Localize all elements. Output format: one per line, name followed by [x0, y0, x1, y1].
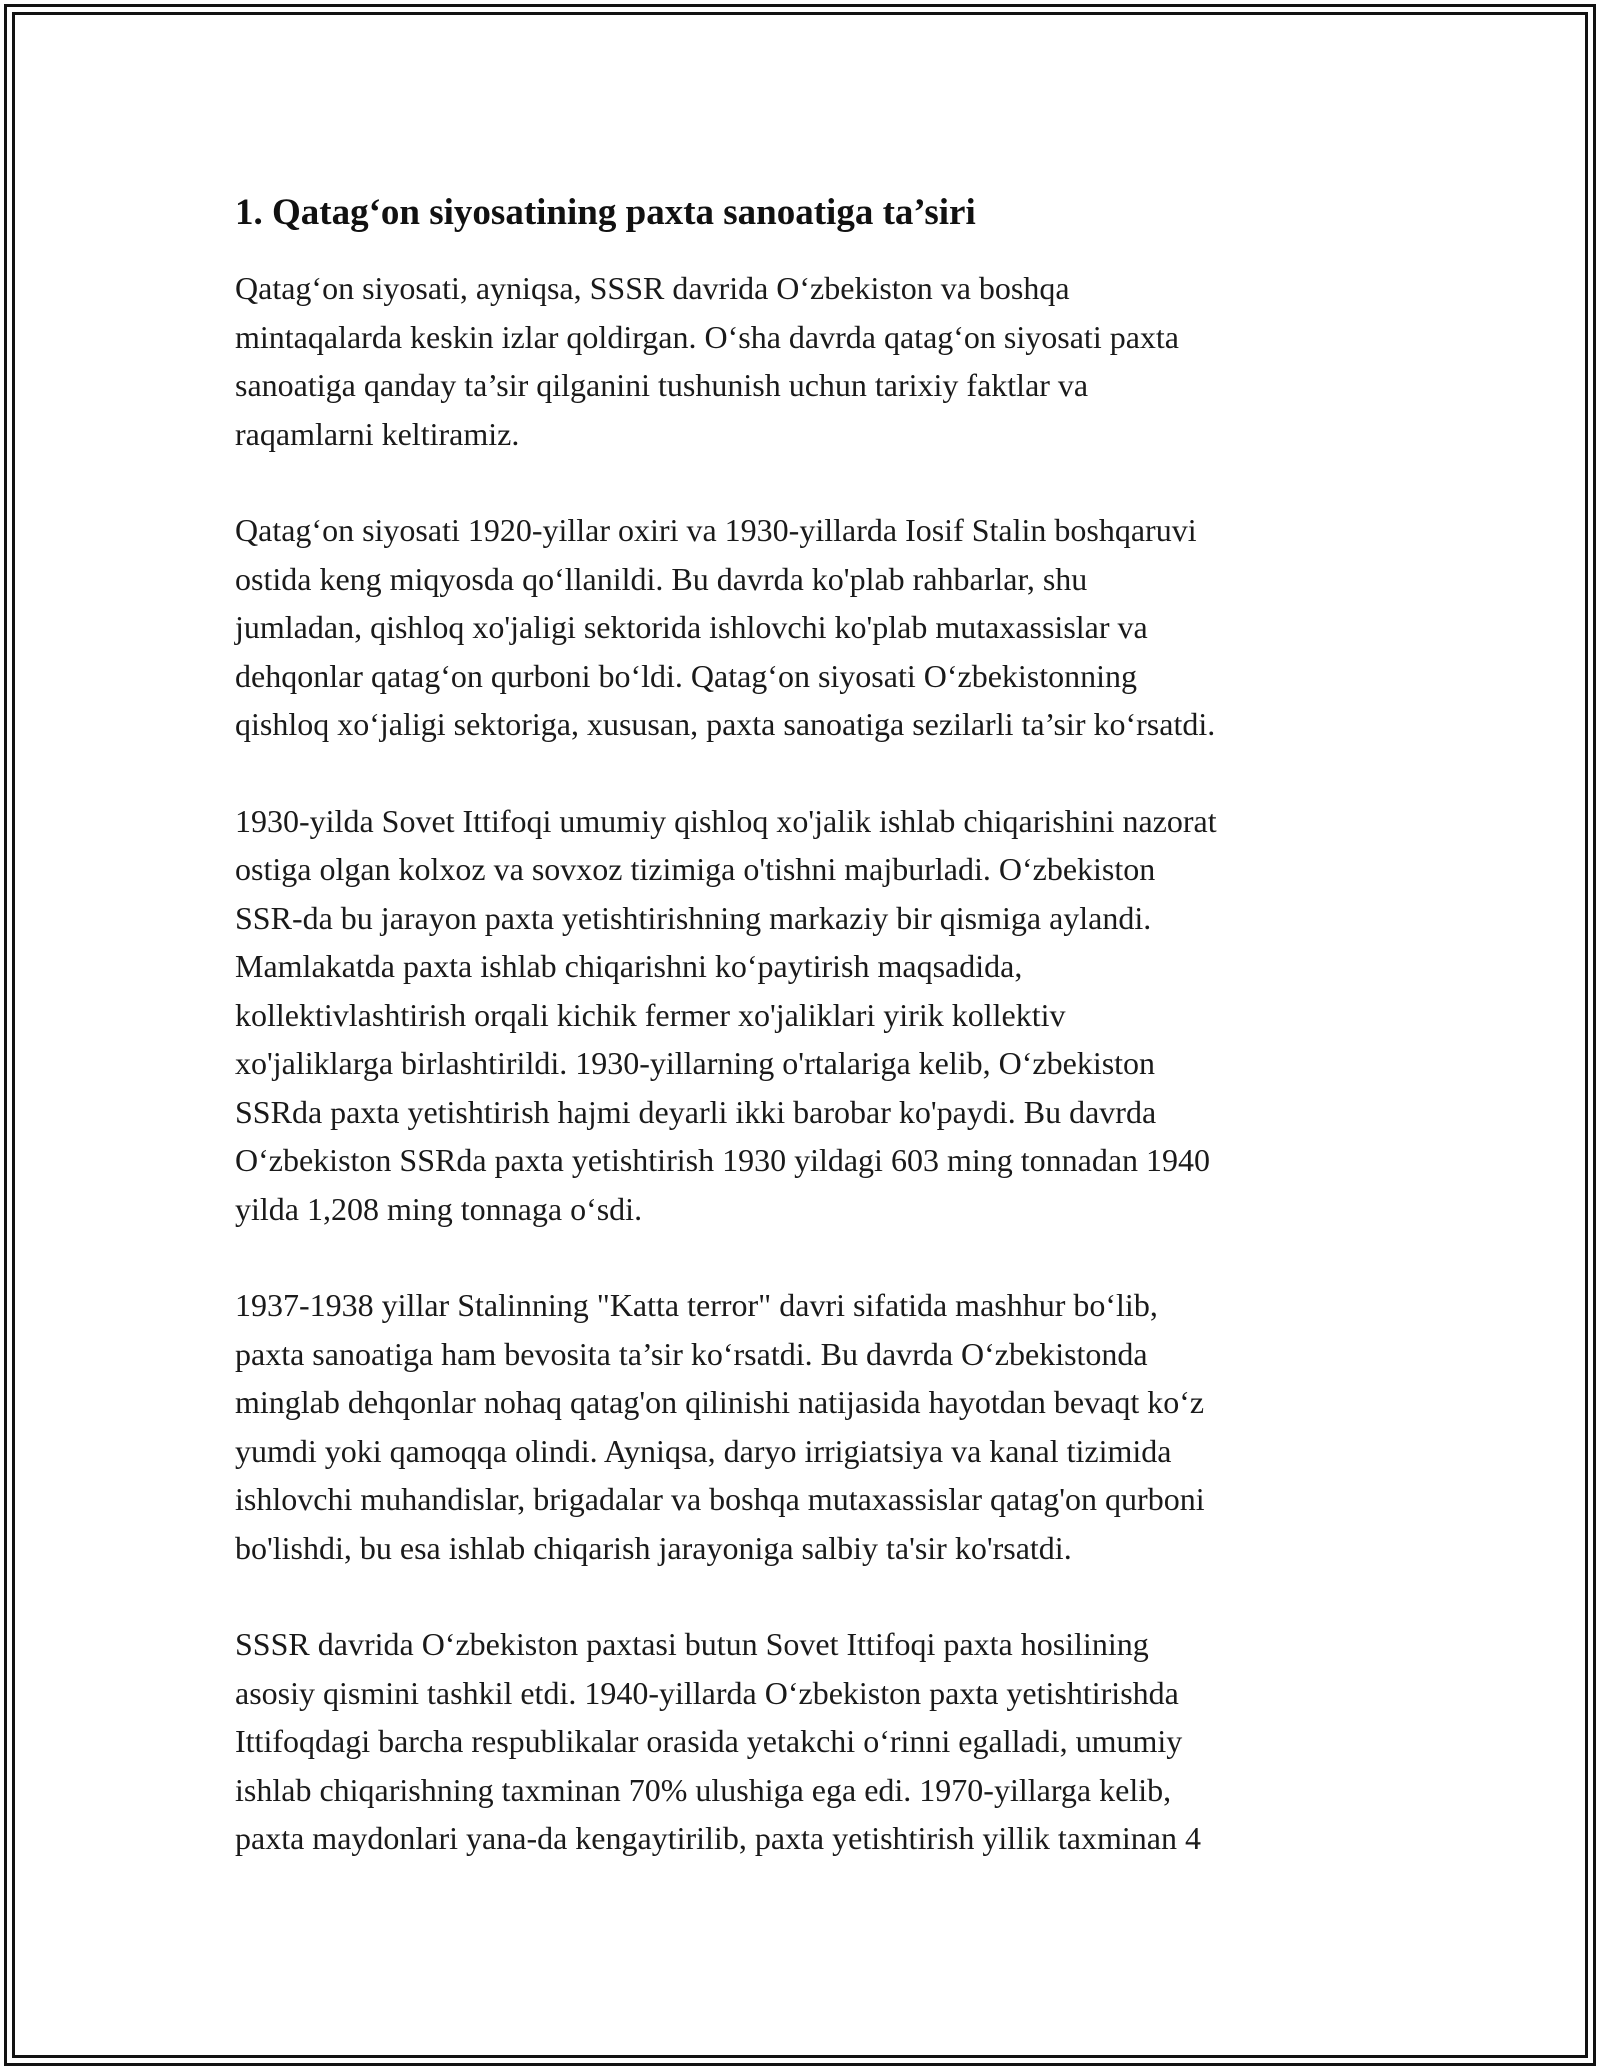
text-line: SSRda paxta yetishtirish hajmi deyarli ikki barobar ko'paydi. Bu davrda: [235, 1093, 1157, 1130]
text-line: asosiy qismini tashkil etdi. 1940-yillarda O‘zbekiston paxta yetishtirishda: [235, 1674, 1179, 1711]
text-line: qishloq xo‘jaligi sektoriga, xususan, paxta sanoatiga sezilarli ta’sir ko‘rsatdi.: [235, 706, 1216, 742]
text-line: 1937-1938 yillar Stalinning "Katta terror" davri sifatida mashhur bo‘lib,: [235, 1287, 1158, 1323]
text-line: dehqonlar qatag‘on qurboni bo‘ldi. Qatag‘on siyosati O‘zbekistonning: [235, 657, 1138, 694]
text-line: ostiga olgan kolxoz va sovxoz tizimiga o'tishni majburladi. O‘zbekiston: [235, 851, 1156, 887]
text-line: minglab dehqonlar nohaq qatag'on qilinishi natijasida hayotdan bevaqt ko‘z: [235, 1384, 1205, 1420]
text-line: bo'lishdi, bu esa ishlab chiqarish jarayoniga salbiy ta'sir ko'rsatdi.: [235, 1529, 1072, 1566]
text-line: ishlovchi muhandislar, brigadalar va boshqa mutaxassislar qatag'on qurboni: [235, 1481, 1205, 1517]
text-line: O‘zbekiston SSRda paxta yetishtirish 1930 yildagi 603 ming tonnadan 1940: [235, 1142, 1211, 1178]
document-body: [235, 188, 1375, 1911]
text-line: Ittifoqdagi barcha respublikalar orasida yetakchi o‘rinni egalladi, umumiy: [235, 1723, 1183, 1759]
text-line: SSR-da bu jarayon paxta yetishtirishning markaziy bir qismiga aylandi.: [235, 899, 1152, 936]
paragraph-2: [235, 506, 1375, 749]
text-line: Qatag‘on siyosati, ayniqsa, SSSR davrida O‘zbekiston va boshqa: [235, 270, 1070, 306]
text-line: Mamlakatda paxta ishlab chiqarishni ko‘paytirish maqsadida,: [235, 948, 1023, 984]
text-line: yumdi yoki qamoqqa olindi. Ayniqsa, daryo irrigiatsiya va kanal tizimida: [235, 1432, 1172, 1469]
text-line: SSSR davrida O‘zbekiston paxtasi butun Sovet Ittifoqi paxta hosilining: [235, 1626, 1149, 1662]
text-line: jumladan, qishloq xo'jaligi sektorida ishlovchi ko'plab mutaxassislar va: [235, 609, 1148, 645]
text-line: mintaqalarda keskin izlar qoldirgan. O‘sha davrda qatag‘on siyosati paxta: [235, 318, 1179, 355]
paragraph-5: [235, 1620, 1375, 1863]
text-line: paxta maydonlari yana-da kengaytirilib, paxta yetishtirish yillik taxminan 4: [235, 1820, 1201, 1856]
text-line: paxta sanoatiga ham bevosita ta’sir ko‘rsatdi. Bu davrda O‘zbekistonda: [235, 1335, 1148, 1372]
text-line: sanoatiga qanday ta’sir qilganini tushunish uchun tarixiy faktlar va: [235, 367, 1089, 403]
text-line: 1930-yilda Sovet Ittifoqi umumiy qishloq xo'jalik ishlab chiqarishini nazorat: [235, 802, 1217, 839]
text-line: raqamlarni keltiramiz.: [235, 415, 520, 452]
text-line: kollektivlashtirish orqali kichik fermer xo'jaliklari yirik kollektiv: [235, 996, 1066, 1033]
paragraph-1: [235, 264, 1375, 458]
text-line: yilda 1,208 ming tonnaga o‘sdi.: [235, 1190, 643, 1227]
text-line: ostida keng miqyosda qo‘llanildi. Bu davrda ko'plab rahbarlar, shu: [235, 560, 1088, 597]
paragraph-3: [235, 797, 1375, 1234]
text-line: xo'jaliklarga birlashtirildi. 1930-yillarning o'rtalariga kelib, O‘zbekiston: [235, 1045, 1156, 1081]
text-line: ishlab chiqarishning taxminan 70% ulushiga ega edi. 1970-yillarga kelib,: [235, 1771, 1172, 1808]
text-line: Qatag‘on siyosati 1920-yillar oxiri va 1930-yillarda Iosif Stalin boshqaruvi: [235, 512, 1197, 548]
paragraph-4: [235, 1281, 1375, 1572]
section-heading: 1. Qatag‘on siyosatining paxta sanoatiga ta’siri: [235, 192, 976, 233]
